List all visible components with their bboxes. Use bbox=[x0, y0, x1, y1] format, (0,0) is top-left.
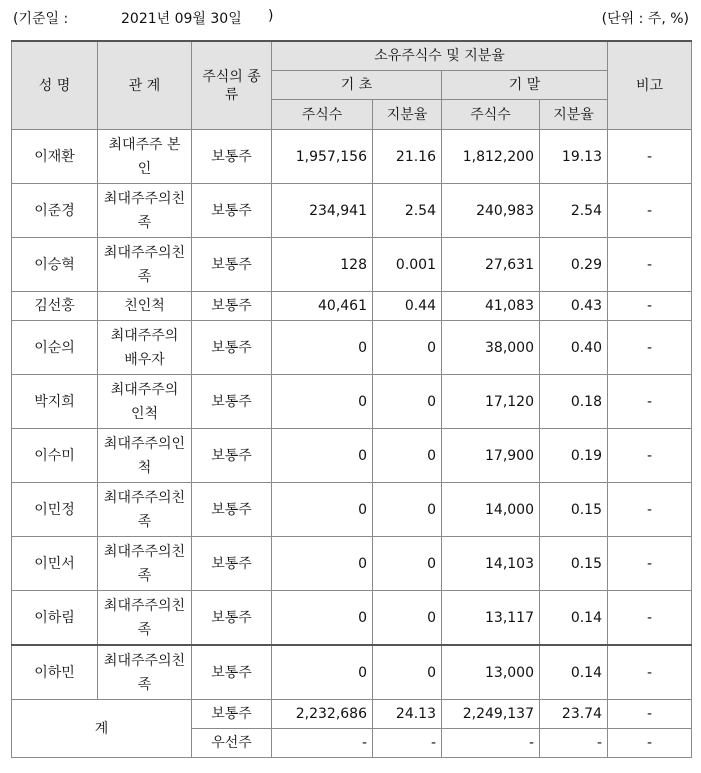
cell-end-shares: 1,812,200 bbox=[442, 130, 540, 184]
cell-end-shares: 41,083 bbox=[442, 292, 540, 321]
cell-end-ratio: 0.43 bbox=[540, 292, 608, 321]
cell-name: 이승혁 bbox=[12, 238, 98, 292]
cell-type: 보통주 bbox=[192, 700, 272, 729]
cell-type: 우선주 bbox=[192, 729, 272, 758]
col-relation: 관 계 bbox=[98, 41, 192, 130]
cell-end-ratio: 0.15 bbox=[540, 483, 608, 537]
col-begin-ratio: 지분율 bbox=[373, 100, 442, 130]
cell-note: - bbox=[608, 429, 692, 483]
unit-label: (단위 : 주, %) bbox=[601, 11, 689, 27]
cell-begin-ratio: 0.44 bbox=[373, 292, 442, 321]
cell-note: - bbox=[608, 375, 692, 429]
cell-begin-shares: 40,461 bbox=[272, 292, 373, 321]
table-row bbox=[12, 184, 692, 238]
cell-note: - bbox=[608, 700, 692, 729]
total-label: 계 bbox=[12, 700, 192, 758]
table-row bbox=[12, 130, 692, 184]
cell-begin-shares: 0 bbox=[272, 375, 373, 429]
cell-end-ratio: 0.18 bbox=[540, 375, 608, 429]
cell-note: - bbox=[608, 184, 692, 238]
col-begin-shares: 주식수 bbox=[272, 100, 373, 130]
cell-begin-ratio: 0 bbox=[373, 321, 442, 375]
cell-end-ratio: 0.15 bbox=[540, 537, 608, 591]
cell-name: 이재환 bbox=[12, 130, 98, 184]
cell-relation: 최대주주의친족 bbox=[98, 238, 192, 292]
cell-note: - bbox=[608, 729, 692, 758]
cell-begin-shares: 2,232,686 bbox=[272, 700, 373, 729]
cell-begin-shares: 0 bbox=[272, 645, 373, 700]
cell-end-shares: 2,249,137 bbox=[442, 700, 540, 729]
cell-begin-ratio: 0 bbox=[373, 645, 442, 700]
cell-note: - bbox=[608, 537, 692, 591]
shareholder-table bbox=[11, 40, 692, 758]
cell-name: 이하민 bbox=[12, 645, 98, 700]
table-row bbox=[12, 238, 692, 292]
cell-name: 이하림 bbox=[12, 591, 98, 646]
cell-note: - bbox=[608, 292, 692, 321]
cell-end-shares: - bbox=[442, 729, 540, 758]
base-date-value: 2021년 09월 30일 bbox=[121, 11, 242, 27]
cell-end-ratio: 23.74 bbox=[540, 700, 608, 729]
col-begin: 기 초 bbox=[272, 71, 442, 100]
col-end-ratio: 지분율 bbox=[540, 100, 608, 130]
cell-begin-ratio: 0 bbox=[373, 537, 442, 591]
table-row bbox=[12, 591, 692, 646]
cell-end-ratio: - bbox=[540, 729, 608, 758]
cell-begin-shares: 128 bbox=[272, 238, 373, 292]
cell-note: - bbox=[608, 483, 692, 537]
cell-relation: 최대주주의 인척 bbox=[98, 375, 192, 429]
cell-begin-shares: 0 bbox=[272, 321, 373, 375]
col-name: 성 명 bbox=[12, 41, 98, 130]
cell-name: 김선홍 bbox=[12, 292, 98, 321]
cell-note: - bbox=[608, 591, 692, 646]
table-row bbox=[12, 429, 692, 483]
cell-begin-ratio: 0 bbox=[373, 591, 442, 646]
cell-type: 보통주 bbox=[192, 645, 272, 700]
cell-relation: 최대주주의친족 bbox=[98, 483, 192, 537]
cell-begin-ratio: 0 bbox=[373, 483, 442, 537]
cell-begin-shares: 1,957,156 bbox=[272, 130, 373, 184]
cell-relation: 친인척 bbox=[98, 292, 192, 321]
cell-relation: 최대주주의 배우자 bbox=[98, 321, 192, 375]
cell-end-ratio: 19.13 bbox=[540, 130, 608, 184]
cell-type: 보통주 bbox=[192, 238, 272, 292]
cell-begin-ratio: - bbox=[373, 729, 442, 758]
cell-end-ratio: 0.19 bbox=[540, 429, 608, 483]
cell-end-shares: 13,117 bbox=[442, 591, 540, 646]
cell-begin-shares: 0 bbox=[272, 429, 373, 483]
cell-name: 이민정 bbox=[12, 483, 98, 537]
cell-end-shares: 240,983 bbox=[442, 184, 540, 238]
table-row bbox=[12, 292, 692, 321]
cell-type: 보통주 bbox=[192, 483, 272, 537]
cell-type: 보통주 bbox=[192, 429, 272, 483]
cell-begin-shares: 234,941 bbox=[272, 184, 373, 238]
cell-end-shares: 27,631 bbox=[442, 238, 540, 292]
cell-relation: 최대주주의친족 bbox=[98, 591, 192, 646]
cell-begin-ratio: 24.13 bbox=[373, 700, 442, 729]
cell-end-shares: 14,000 bbox=[442, 483, 540, 537]
cell-name: 이순의 bbox=[12, 321, 98, 375]
cell-end-ratio: 0.40 bbox=[540, 321, 608, 375]
cell-begin-ratio: 21.16 bbox=[373, 130, 442, 184]
cell-end-shares: 14,103 bbox=[442, 537, 540, 591]
cell-end-shares: 38,000 bbox=[442, 321, 540, 375]
cell-relation: 최대주주의친족 bbox=[98, 645, 192, 700]
cell-begin-ratio: 0 bbox=[373, 375, 442, 429]
cell-note: - bbox=[608, 238, 692, 292]
cell-name: 이민서 bbox=[12, 537, 98, 591]
table-row bbox=[12, 375, 692, 429]
cell-begin-ratio: 0 bbox=[373, 429, 442, 483]
cell-relation: 최대주주의친족 bbox=[98, 537, 192, 591]
table-caption bbox=[0, 0, 701, 34]
cell-type: 보통주 bbox=[192, 292, 272, 321]
cell-type: 보통주 bbox=[192, 537, 272, 591]
cell-end-ratio: 0.14 bbox=[540, 645, 608, 700]
cell-end-shares: 17,900 bbox=[442, 429, 540, 483]
cell-note: - bbox=[608, 321, 692, 375]
cell-end-ratio: 0.29 bbox=[540, 238, 608, 292]
cell-name: 이수미 bbox=[12, 429, 98, 483]
cell-end-shares: 13,000 bbox=[442, 645, 540, 700]
cell-begin-shares: 0 bbox=[272, 537, 373, 591]
cell-end-ratio: 0.14 bbox=[540, 591, 608, 646]
cell-type: 보통주 bbox=[192, 321, 272, 375]
base-date-close: ) bbox=[268, 8, 274, 24]
cell-begin-shares: - bbox=[272, 729, 373, 758]
col-end-shares: 주식수 bbox=[442, 100, 540, 130]
cell-type: 보통주 bbox=[192, 591, 272, 646]
table-row bbox=[12, 645, 692, 700]
cell-begin-ratio: 0.001 bbox=[373, 238, 442, 292]
base-date-label: (기준일 : bbox=[13, 11, 69, 27]
cell-begin-shares: 0 bbox=[272, 591, 373, 646]
col-ownership-group: 소유주식수 및 지분율 bbox=[272, 41, 608, 71]
table-row bbox=[12, 483, 692, 537]
col-note: 비고 bbox=[608, 41, 692, 130]
cell-note: - bbox=[608, 645, 692, 700]
cell-name: 이준경 bbox=[12, 184, 98, 238]
cell-type: 보통주 bbox=[192, 375, 272, 429]
table-row bbox=[12, 321, 692, 375]
cell-relation: 최대주주의친족 bbox=[98, 184, 192, 238]
col-stock-type: 주식의 종류 bbox=[192, 41, 272, 130]
cell-begin-ratio: 2.54 bbox=[373, 184, 442, 238]
total-row-common bbox=[12, 700, 692, 729]
cell-type: 보통주 bbox=[192, 184, 272, 238]
cell-name: 박지희 bbox=[12, 375, 98, 429]
cell-note: - bbox=[608, 130, 692, 184]
table-row bbox=[12, 537, 692, 591]
cell-end-shares: 17,120 bbox=[442, 375, 540, 429]
cell-relation: 최대주주의인척 bbox=[98, 429, 192, 483]
cell-end-ratio: 2.54 bbox=[540, 184, 608, 238]
cell-relation: 최대주주 본인 bbox=[98, 130, 192, 184]
cell-type: 보통주 bbox=[192, 130, 272, 184]
col-end: 기 말 bbox=[442, 71, 608, 100]
cell-begin-shares: 0 bbox=[272, 483, 373, 537]
